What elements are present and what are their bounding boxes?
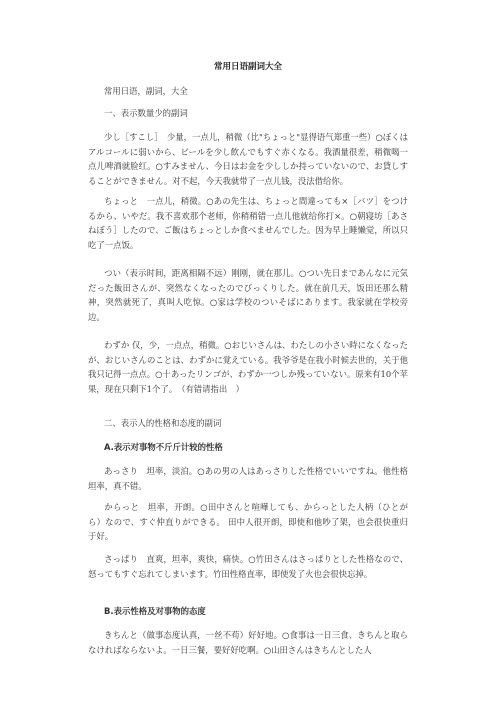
section-1-heading-text: 一、表示数量少的副词 bbox=[104, 108, 188, 118]
section-1-paragraph-4 bbox=[88, 338, 408, 396]
paragraph-text: 少し［すこし］ 少量，一点儿，稍微（比"ちょっと"显得语气郑重一些）○ぼくはアルコールに弱いから、ビールを少し飲んでもすぐ赤くなる。我酒量很差，稍微喝一点儿啤酒就脸红。○すみません、今日はお金を少ししか持っていないので、お貸しすることができません。对不起，今天我就带了一点儿钱，没法借给你。 bbox=[88, 132, 408, 186]
paragraph-text: つい（表示时间，距离相隔不远）刚刚，就在那儿。○つい先日まであんなに元気だった飯田さんが、突然なくなったのでびっくりした。就在前几天，饭田还那么精神，突然就死了，真叫人吃惊。○家は学校のついそばにあります。我家就在学校旁边。 bbox=[88, 268, 408, 322]
section-2-paragraph-4 bbox=[88, 628, 408, 657]
section-2-heading bbox=[88, 416, 408, 431]
subheading-a-text: A.表示对事物不斤斤计较的性格 bbox=[104, 442, 223, 452]
document-title: 常用日语副词大全 bbox=[213, 62, 282, 72]
section-2-subheading-b bbox=[88, 604, 408, 619]
section-2-paragraph-2 bbox=[88, 500, 408, 544]
paragraph-text: さっぱり 直爽，坦率，爽快，痛快。○竹田さんはさっぱりとした性格なので、怒ってもすぐ忘れてしまいます。竹田性格直率，即使发了火也会很快忘掉。 bbox=[88, 554, 408, 579]
section-1-heading bbox=[88, 106, 408, 121]
paragraph-text: わずか 仅，少，一点点，稍微。○おじいさんは、わたしの小さい時になくなったが、おじいさんのことは、わずかに覚えている。我爷爷是在我小时候去世的，关于他我只记得一点点。○十あったリンゴが、わずか一つしか残っていない。原来有10个苹果，现在只剩下1个了。 （有错请指出 ） bbox=[88, 340, 408, 394]
subheading-b-text: B.表示性格及对事物的态度 bbox=[104, 606, 206, 616]
section-1-paragraph-2 bbox=[88, 194, 408, 252]
section-1-paragraph-1 bbox=[88, 130, 408, 188]
section-2-paragraph-3 bbox=[88, 552, 408, 581]
section-1-paragraph-3 bbox=[88, 266, 408, 324]
section-2-heading-text: 二、表示人的性格和态度的副词 bbox=[104, 418, 222, 428]
paragraph-text: あっさり 坦率，淡泊。○あの男の人はあっさりした性格でいいですね。他性格坦率，真不错。 bbox=[88, 466, 408, 491]
keywords-text: 常用日语，副词，大全 bbox=[104, 86, 188, 96]
section-2-subheading-a bbox=[88, 440, 408, 455]
paragraph-text: きちんと（做事态度认真，一丝不苟）好好地。○食事は一日三食、きちんと取らなければならないよ。一日三餐，要好好吃啊。○山田さんはきちんとした人 bbox=[88, 630, 408, 655]
section-2-paragraph-1 bbox=[88, 464, 408, 493]
paragraph-text: からっと 坦率，开朗。○田中さんと喧嘩しても、からっとした人柄（ひとがら）なので、すぐ仲直りができる。 田中人很开朗，即使和他吵了架，也会很快重归于好。 bbox=[88, 502, 408, 541]
paragraph-text: ちょっと 一点儿，稍微。○あの先生は、ちょっと間違っても×［バツ］をつけるから、いやだ。我不喜欢那个老师，你稍稍错一点儿他就给你打×。○朝寝坊［あさねぼう］したので、ご飯はちょっとしか食べませんでした。因为早上睡懒觉，所以只吃了一点饭。 bbox=[88, 196, 408, 250]
keywords-line bbox=[88, 84, 408, 99]
